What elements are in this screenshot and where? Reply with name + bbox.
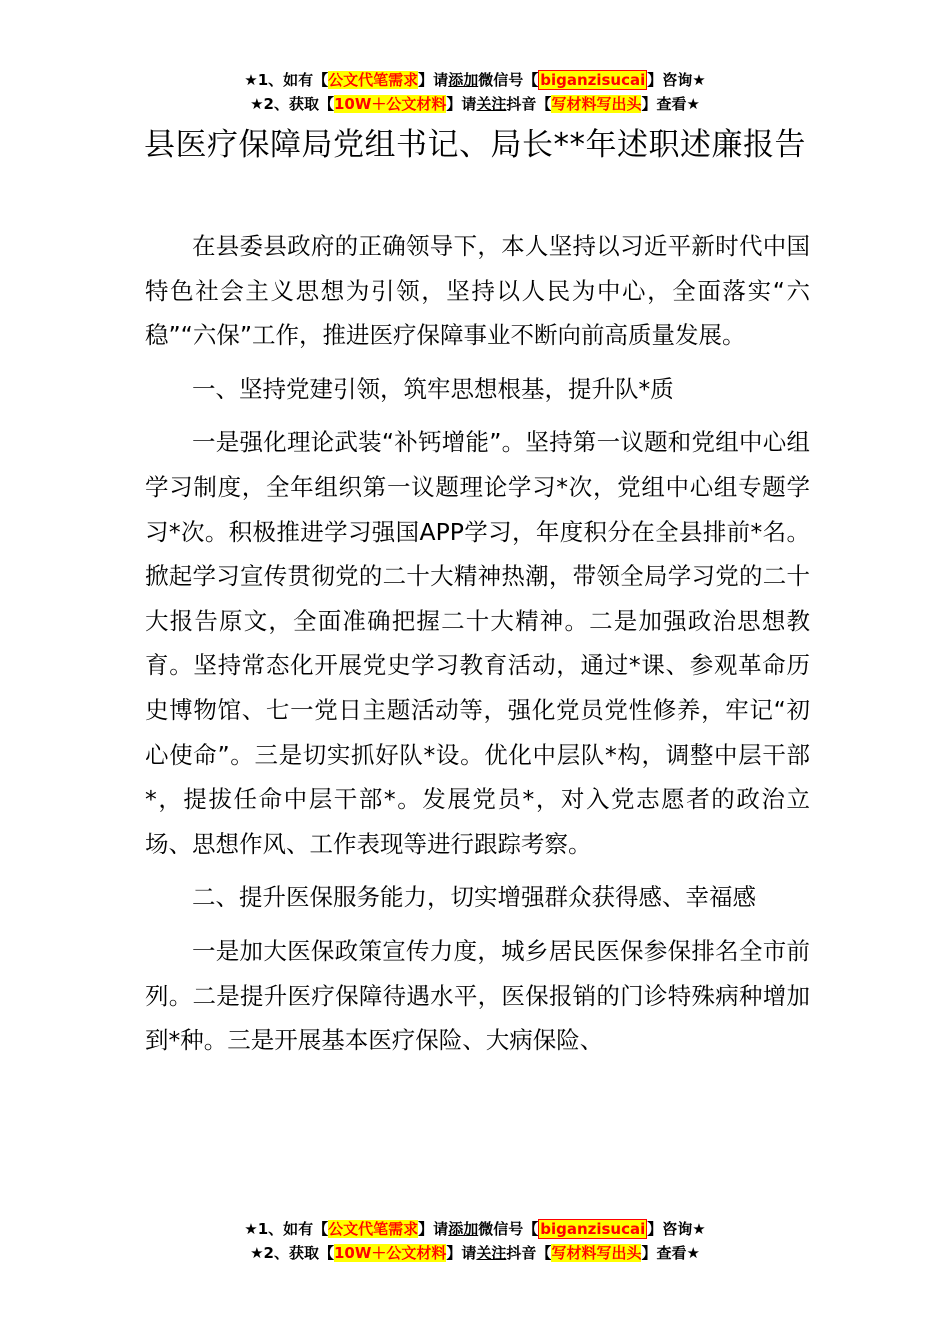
document-title: 县医疗保障局党组书记、局长**年述职述廉报告 (144, 127, 806, 163)
promo-line-1: ★1、如有【公文代笔需求】请添加微信号【 biganzisucai 】咨询★ (244, 1220, 706, 1238)
promo-highlight: 10W＋公文材料 (333, 95, 447, 113)
promo-line-1: ★1、如有【公文代笔需求】请添加微信号【 biganzisucai 】咨询★ (244, 71, 706, 89)
intro-paragraph: 在县委县政府的正确领导下，本人坚持以习近平新时代中国特色社会主义思想为引领，坚持以人民为中心，全面落实“六稳”“六保”工作，推进医疗保障事业不断向前高质量发展。 (145, 232, 810, 350)
wechat-id-highlight: biganzisucai (540, 1220, 646, 1238)
star-icon: ★ (244, 71, 258, 89)
body-paragraph: 一是加大医保政策宣传力度，城乡居民医保参保排名全市前列。二是提升医疗保障待遇水平，医保报销的门诊特殊病种增加到*种。三是开展基本医疗保险、大病保险、 (145, 936, 810, 1055)
promo-highlight: 公文代笔需求 (328, 71, 419, 89)
douyin-account-highlight: 写材料写出头 (551, 1244, 642, 1262)
bottom-promo-banner (0, 1217, 950, 1265)
star-icon: ★ (244, 1220, 258, 1238)
section-heading-2: 二、提升医保服务能力，切实增强群众获得感、幸福感 (192, 883, 756, 912)
star-icon: ★ (250, 95, 264, 113)
promo-line-2: ★2、获取【10W＋公文材料】请关注抖音【写材料写出头】查看★ (250, 1244, 700, 1262)
promo-highlight: 10W＋公文材料 (333, 1244, 447, 1262)
section-heading-1: 一、坚持党建引领，筑牢思想根基，提升队*质 (192, 374, 674, 403)
star-icon: ★ (250, 1244, 264, 1262)
douyin-account-highlight: 写材料写出头 (551, 95, 642, 113)
wechat-id-highlight: biganzisucai (540, 71, 646, 89)
promo-highlight: 公文代笔需求 (328, 1220, 419, 1238)
promo-line-2: ★2、获取【10W＋公文材料】请关注抖音【写材料写出头】查看★ (250, 95, 700, 113)
document-body (145, 224, 810, 1072)
top-promo-banner (0, 68, 950, 116)
body-paragraph: 一是强化理论武装“补钙增能”。坚持第一议题和党组中心组学习制度，全年组织第一议题理论学习*次，党组中心组专题学习*次。积极推进学习强国APP学习，年度积分在全县排前*名。掀起学习宣传贯彻党的二十大精神热潮，带领全局学习党的二十大报告原文，全面准确把握二十大精神。二是加强政治思想教育。坚持常态化开展党史学习教育活动，通过*课、参观革命历史博物馆、七一党日主题活动等，强化党员党性修养，牢记“初心使命”。三是切实抓好队*设。优化中层队*构，调整中层干部*，提拔任命中层干部*。发展党员*，对入党志愿者的政治立场、思想作风、工作表现等进行跟踪考察。 (145, 428, 810, 858)
